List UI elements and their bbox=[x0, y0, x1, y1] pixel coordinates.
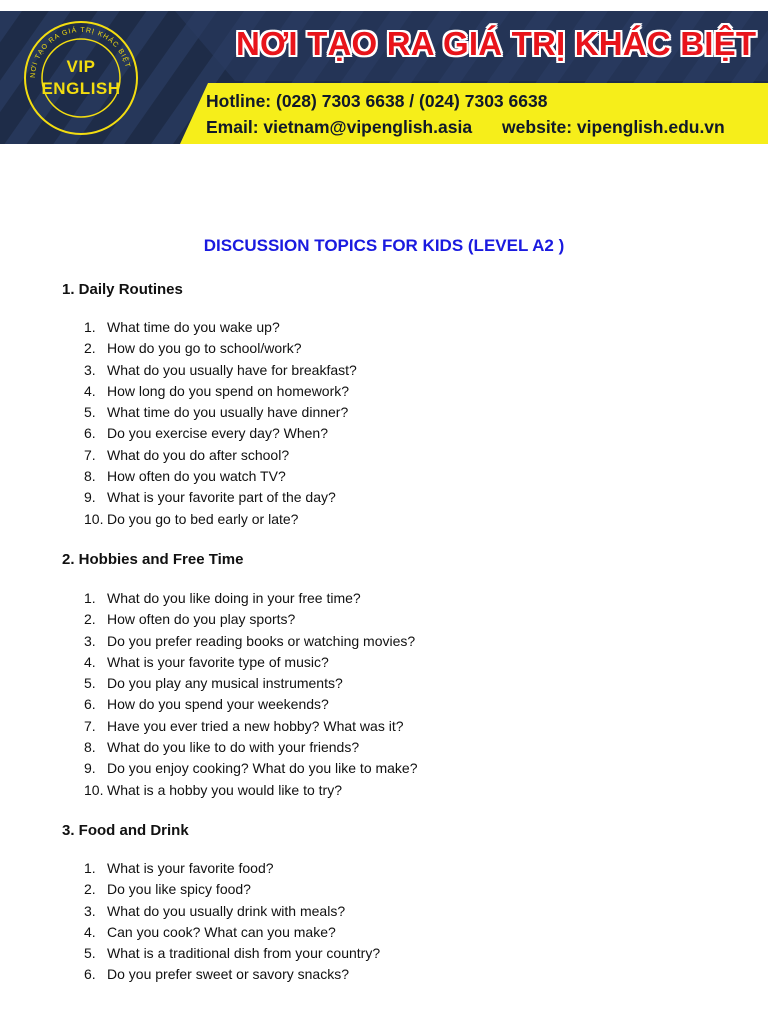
section-heading: 3. Food and Drink bbox=[62, 822, 189, 839]
contact-line bbox=[206, 117, 725, 138]
item-number: 4. bbox=[84, 382, 96, 399]
question-text: What do you do after school? bbox=[107, 446, 290, 463]
question-text: What is a traditional dish from your country? bbox=[107, 945, 381, 962]
header-banner bbox=[0, 11, 768, 144]
item-number: 6. bbox=[84, 425, 96, 442]
item-number: 6. bbox=[84, 966, 96, 983]
question-text: How long do you spend on homework? bbox=[107, 382, 350, 399]
item-number: 5. bbox=[84, 675, 96, 692]
question-text: What is a hobby you would like to try? bbox=[107, 781, 343, 798]
question-text: What do you like doing in your free time? bbox=[107, 590, 361, 606]
question-text: Do you exercise every day? When? bbox=[107, 425, 328, 442]
question-text: Do you enjoy cooking? What do you like to make? bbox=[107, 760, 418, 777]
logo-line-2: ENGLISH bbox=[41, 79, 121, 98]
item-number: 3. bbox=[84, 902, 96, 919]
item-number: 10. bbox=[84, 781, 104, 798]
question-text: Do you like spicy food? bbox=[107, 881, 251, 898]
question-text: Do you prefer sweet or savory snacks? bbox=[107, 966, 349, 983]
question-text: Do you play any musical instruments? bbox=[107, 675, 343, 692]
vip-english-logo bbox=[22, 19, 140, 137]
question-text: What is your favorite food? bbox=[107, 860, 274, 876]
item-number: 2. bbox=[84, 881, 96, 898]
item-number: 1. bbox=[84, 590, 96, 606]
question-text: Can you cook? What can you make? bbox=[107, 923, 336, 940]
question-text: How do you go to school/work? bbox=[107, 340, 302, 357]
question-text: How do you spend your weekends? bbox=[107, 696, 329, 713]
item-number: 8. bbox=[84, 468, 96, 485]
item-number: 5. bbox=[84, 945, 96, 962]
item-number: 10. bbox=[84, 510, 104, 527]
item-number: 4. bbox=[84, 653, 96, 670]
item-number: 9. bbox=[84, 760, 96, 777]
item-number: 1. bbox=[84, 319, 96, 335]
item-number: 7. bbox=[84, 717, 96, 734]
question-text: Do you prefer reading books or watching movies? bbox=[107, 632, 416, 649]
item-number: 4. bbox=[84, 923, 96, 940]
question-text: What is your favorite type of music? bbox=[107, 653, 329, 670]
item-number: 9. bbox=[84, 489, 96, 506]
question-text: What time do you wake up? bbox=[107, 319, 280, 335]
item-number: 3. bbox=[84, 632, 96, 649]
question-text: What do you usually drink with meals? bbox=[107, 902, 346, 919]
item-number: 1. bbox=[84, 860, 96, 876]
question-text: How often do you watch TV? bbox=[107, 468, 286, 485]
hotline-text: Hotline: (028) 7303 6638 / (024) 7303 6638 bbox=[206, 91, 548, 111]
question-text: Have you ever tried a new hobby? What was it? bbox=[107, 717, 404, 734]
item-number: 7. bbox=[84, 446, 96, 463]
question-text: Do you go to bed early or late? bbox=[107, 510, 299, 527]
document-title: DISCUSSION TOPICS FOR KIDS (LEVEL A2 ) bbox=[203, 236, 565, 255]
logo-ring bbox=[22, 19, 140, 137]
item-number: 3. bbox=[84, 361, 96, 378]
email-text: Email: vietnam@vipenglish.asia bbox=[206, 117, 473, 137]
item-number: 8. bbox=[84, 739, 96, 756]
item-number: 5. bbox=[84, 404, 96, 421]
section-heading: 2. Hobbies and Free Time bbox=[62, 551, 244, 568]
question-text: What time do you usually have dinner? bbox=[107, 404, 349, 421]
logo-line-1: VIP bbox=[66, 57, 96, 76]
item-number: 6. bbox=[84, 696, 96, 713]
question-text: What do you usually have for breakfast? bbox=[107, 361, 357, 378]
item-number: 2. bbox=[84, 340, 96, 357]
section-heading: 1. Daily Routines bbox=[62, 281, 183, 298]
item-number: 2. bbox=[84, 611, 96, 628]
website-text: website: vipenglish.edu.vn bbox=[502, 117, 725, 137]
logo-ring-text: NƠI TẠO RA GIÁ TRỊ KHÁC BIỆT bbox=[29, 26, 131, 79]
banner-headline: NƠI TẠO RA GIÁ TRỊ KHÁC BIỆT bbox=[236, 25, 757, 62]
question-text: What is your favorite part of the day? bbox=[107, 489, 336, 506]
question-text: What do you like to do with your friends? bbox=[107, 739, 360, 756]
question-text: How often do you play sports? bbox=[107, 611, 296, 628]
